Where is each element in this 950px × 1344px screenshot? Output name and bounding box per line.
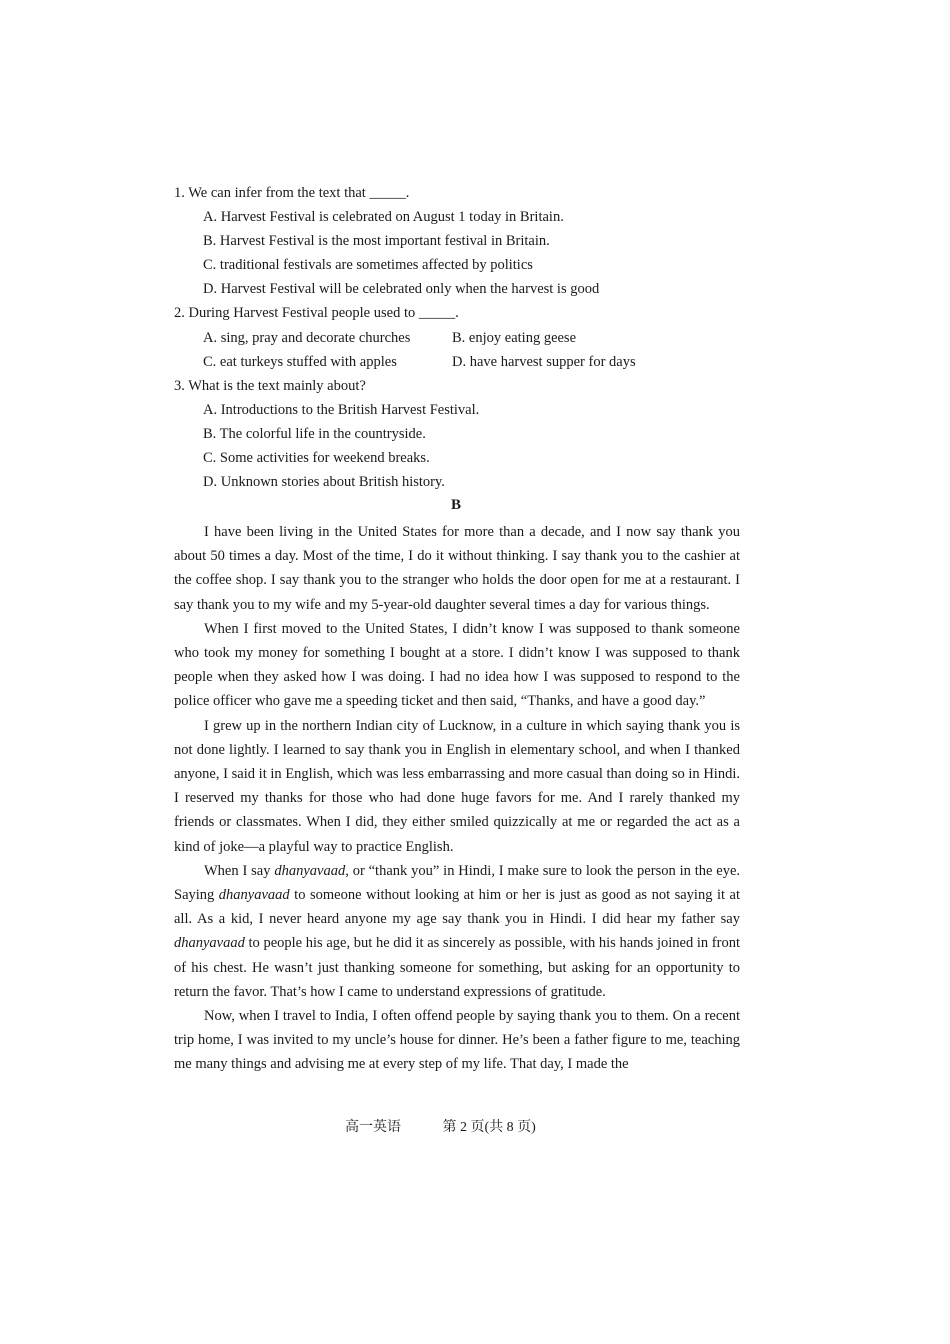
italic-hindi-word: dhanyavaad [218, 887, 290, 904]
page-footer [345, 1116, 574, 1136]
passage-paragraph-5: Now, when I travel to India, I often offend people by saying thank you to them. On a recent trip home, I was invited to my uncle’s house for dinner. He’s been a father figure to me, teaching me many things and advising me at every step of my life. That day, I made the [174, 1008, 740, 1073]
question-3-option-b: B. The colorful life in the countryside. [203, 426, 426, 442]
section-b-passage [174, 520, 740, 1077]
italic-hindi-word: dhanyavaad [274, 862, 346, 879]
question-2-option-b: B. enjoy eating geese [452, 330, 577, 346]
passage-paragraph-1: I have been living in the United States for more than a decade, and I now say thank you about 50 times a day. Most of the time, I do it without thinking. I say thank you to the cashier at the coffee shop. I say thank you to the stranger who holds the door open for me at a restaurant. I say thank you to my wife and my 5-year-old daughter several times a day for various things. [174, 524, 740, 613]
question-2-option-a: A. sing, pray and decorate churches [203, 330, 411, 346]
question-3-option-a: A. Introductions to the British Harvest Festival. [203, 402, 480, 418]
question-1-option-d: D. Harvest Festival will be celebrated only when the harvest is good [203, 281, 600, 297]
question-2-option-c: C. eat turkeys stuffed with apples [203, 354, 397, 370]
question-1-option-c: C. traditional festivals are sometimes affected by politics [203, 257, 533, 273]
passage-paragraph-3: I grew up in the northern Indian city of Lucknow, in a culture in which saying thank you is not done lightly. I learned to say thank you in English in elementary school, and when I thanked anyone, I said it in English, which was less embarrassing and more casual than doing so in Hindi. I reserved my thanks for those who had done huge favors for me. And I rarely thanked my friends or classmates. When I did, they either smiled quizzically at me or regarded the act as a kind of joke—a playful way to practice English. [174, 717, 740, 855]
question-2-stem: 2. During Harvest Festival people used to _____. [174, 305, 459, 321]
italic-hindi-word: dhanyavaad [174, 935, 245, 952]
question-3-stem: 3. What is the text mainly about? [174, 378, 366, 394]
section-b-title: B [451, 497, 462, 513]
passage-paragraph-4: When I say dhanyavaad, or “thank you” in Hindi, I make sure to look the person in the eye. Saying dhanyavaad to someone without looking at him or her is just as good as not saying it at all. As a kid, I never heard anyone my age say thank you in Hindi. I did hear my father say dhanyavaad to people his age, but he did it as sincerely as possible, with his hands joined in front of his chest. He wasn’t just thanking someone for something, but asking for an opportunity to return the favor. That’s how I came to understand expressions of gratitude. [174, 862, 741, 1000]
question-3-option-d: D. Unknown stories about British history. [203, 474, 445, 490]
footer-subject: 高一英语 [345, 1120, 401, 1135]
question-1-stem: 1. We can infer from the text that _____. [174, 185, 410, 201]
footer-page-number: 第 2 页(共 8 页) [442, 1120, 536, 1135]
question-1-option-b: B. Harvest Festival is the most important festival in Britain. [203, 233, 550, 249]
question-3-option-c: C. Some activities for weekend breaks. [203, 450, 430, 466]
passage-paragraph-2: When I first moved to the United States, I didn’t know I was supposed to thank someone who took my money for something I bought at a store. I didn’t know I was supposed to thank people when they asked how I was doing. I had no idea how I was supposed to respond to the police officer who gave me a speeding ticket and then said, “Thanks, and have a good day.” [174, 620, 740, 710]
question-1-option-a: A. Harvest Festival is celebrated on August 1 today in Britain. [203, 209, 564, 225]
question-2-option-d: D. have harvest supper for days [452, 354, 636, 370]
